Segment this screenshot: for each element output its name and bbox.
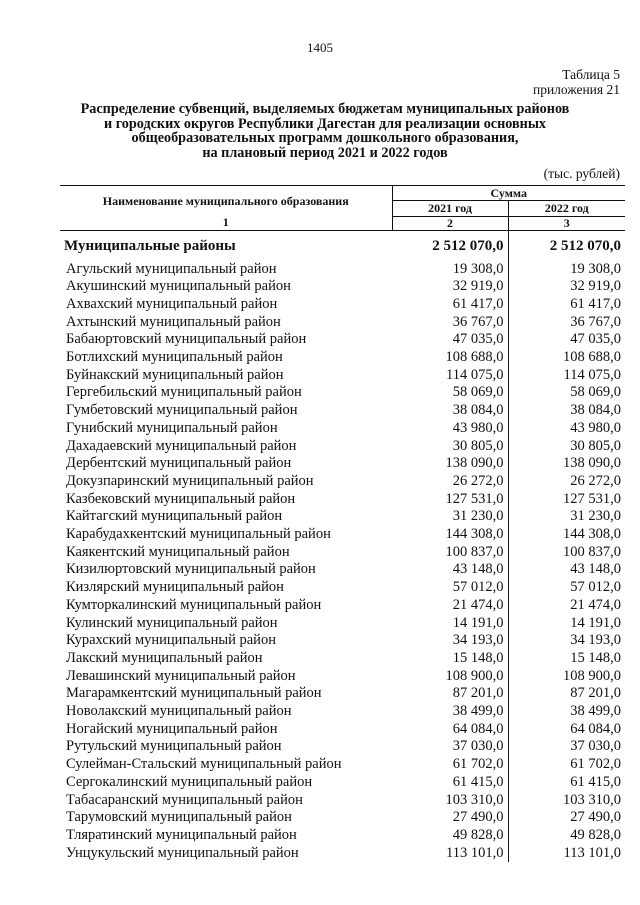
table-row bbox=[60, 296, 625, 314]
table-body bbox=[60, 230, 625, 862]
row-name: Казбековский муниципальный район bbox=[66, 490, 296, 507]
row-name: Гергебильский муниципальный район bbox=[66, 384, 302, 401]
header-col-number-1: 1 bbox=[60, 216, 392, 230]
row-name: Рутульский муниципальный район bbox=[66, 738, 282, 755]
row-value-2021: 57 012,0 bbox=[392, 579, 508, 597]
row-value-2021: 31 230,0 bbox=[392, 508, 508, 526]
row-value-2021: 36 767,0 bbox=[392, 314, 508, 332]
row-value-2021: 32 919,0 bbox=[392, 278, 508, 296]
row-value-2021: 2 512 070,0 bbox=[392, 230, 508, 261]
table-row bbox=[60, 668, 625, 686]
table-row bbox=[60, 827, 625, 845]
table-row bbox=[60, 473, 625, 491]
row-name: Тарумовский муниципальный район bbox=[66, 809, 292, 826]
row-value-2022: 108 900,0 bbox=[563, 667, 622, 684]
page-number: 1405 bbox=[307, 40, 333, 55]
row-value-2022: 19 308,0 bbox=[570, 260, 622, 277]
header-col-number-3: 3 bbox=[508, 216, 625, 230]
row-name: Ботлихский муниципальный район bbox=[66, 349, 283, 366]
row-value-2021: 47 035,0 bbox=[392, 331, 508, 349]
table-header bbox=[60, 186, 625, 231]
table-row bbox=[60, 650, 625, 668]
row-name: Дахадаевский муниципальный район bbox=[66, 437, 297, 454]
row-value-2022: 103 310,0 bbox=[563, 791, 622, 808]
row-value-2021: 43 148,0 bbox=[392, 561, 508, 579]
row-name: Кизилюртовский муниципальный район bbox=[66, 561, 316, 578]
table-label-number: Таблица 5 bbox=[562, 67, 620, 82]
row-name: Сулейман-Стальский муниципальный район bbox=[66, 756, 342, 773]
table-row bbox=[60, 278, 625, 296]
row-value-2022: 144 308,0 bbox=[563, 526, 622, 543]
row-value-2021: 100 837,0 bbox=[392, 544, 508, 562]
header-col-number-2: 2 bbox=[392, 216, 508, 230]
row-value-2022: 43 148,0 bbox=[570, 561, 622, 578]
row-name: Ахвахский муниципальный район bbox=[66, 295, 278, 312]
row-value-2022: 100 837,0 bbox=[563, 543, 622, 560]
row-name: Гунибский муниципальный район bbox=[66, 419, 278, 436]
row-name: Акушинский муниципальный район bbox=[66, 278, 291, 295]
table-row bbox=[60, 597, 625, 615]
row-value-2022: 37 030,0 bbox=[570, 738, 622, 755]
row-value-2022: 61 415,0 bbox=[570, 773, 622, 790]
row-name: Кайтагский муниципальный район bbox=[66, 508, 283, 525]
table-row bbox=[60, 331, 625, 349]
document-title bbox=[60, 102, 590, 160]
row-value-2022: 138 090,0 bbox=[563, 455, 622, 472]
title-line-2: и городских округов Республики Дагестан для реализации основных bbox=[103, 115, 547, 132]
row-value-2022: 57 012,0 bbox=[570, 579, 622, 596]
row-name: Сергокалинский муниципальный район bbox=[66, 773, 313, 790]
row-value-2021: 43 980,0 bbox=[392, 420, 508, 438]
row-value-2021: 113 101,0 bbox=[392, 845, 508, 863]
table-label-appendix: приложения 21 bbox=[532, 82, 620, 97]
table-row bbox=[60, 544, 625, 562]
subvention-table bbox=[60, 185, 625, 862]
row-name: Кулинский муниципальный район bbox=[66, 614, 278, 631]
row-value-2022: 14 191,0 bbox=[570, 614, 622, 631]
row-value-2022: 64 084,0 bbox=[570, 720, 622, 737]
row-name: Ногайский муниципальный район bbox=[66, 720, 278, 737]
row-name: Тляратинский муниципальный район bbox=[66, 827, 297, 843]
row-value-2021: 34 193,0 bbox=[392, 632, 508, 650]
row-value-2021: 114 075,0 bbox=[392, 367, 508, 385]
table-row bbox=[60, 561, 625, 579]
row-value-2022: 36 767,0 bbox=[570, 313, 622, 330]
row-value-2021: 19 308,0 bbox=[392, 261, 508, 279]
row-value-2021: 103 310,0 bbox=[392, 792, 508, 810]
row-value-2021: 108 900,0 bbox=[392, 668, 508, 686]
row-value-2021: 144 308,0 bbox=[392, 526, 508, 544]
row-value-2021: 38 499,0 bbox=[392, 703, 508, 721]
row-value-2022: 47 035,0 bbox=[570, 331, 622, 348]
row-value-2022: 31 230,0 bbox=[570, 508, 622, 525]
row-name: Левашинский муниципальный район bbox=[66, 667, 296, 684]
table-row bbox=[60, 349, 625, 367]
table-row bbox=[60, 526, 625, 544]
row-value-2022: 38 499,0 bbox=[570, 703, 622, 720]
table-row bbox=[60, 738, 625, 756]
table-row bbox=[60, 774, 625, 792]
table-row-total bbox=[60, 230, 625, 261]
row-name: Докузпаринский муниципальный район bbox=[66, 472, 314, 489]
row-value-2021: 138 090,0 bbox=[392, 455, 508, 473]
header-year-2022: 2022 год bbox=[508, 201, 625, 216]
row-value-2022: 27 490,0 bbox=[570, 809, 622, 826]
row-value-2021: 58 069,0 bbox=[392, 384, 508, 402]
table-row bbox=[60, 615, 625, 633]
row-value-2022: 32 919,0 bbox=[570, 278, 622, 295]
row-value-2021: 26 272,0 bbox=[392, 473, 508, 491]
row-value-2022: 108 688,0 bbox=[563, 349, 622, 366]
row-value-2021: 21 474,0 bbox=[392, 597, 508, 615]
row-value-2021: 87 201,0 bbox=[392, 685, 508, 703]
table-row bbox=[60, 384, 625, 402]
row-value-2022: 34 193,0 bbox=[570, 632, 622, 649]
row-value-2021: 49 828,0 bbox=[392, 827, 508, 845]
row-value-2022: 113 101,0 bbox=[563, 844, 622, 861]
row-value-2021: 61 702,0 bbox=[392, 756, 508, 774]
row-value-2021: 127 531,0 bbox=[392, 491, 508, 509]
row-value-2021: 108 688,0 bbox=[392, 349, 508, 367]
row-name: Буйнакский муниципальный район bbox=[66, 366, 284, 383]
table-row bbox=[60, 703, 625, 721]
row-value-2021: 61 417,0 bbox=[392, 296, 508, 314]
table-row bbox=[60, 632, 625, 650]
header-name: Наименование муниципального образования bbox=[60, 186, 392, 217]
table-row bbox=[60, 261, 625, 279]
row-value-2022: 30 805,0 bbox=[570, 437, 622, 454]
row-name: Новолакский муниципальный район bbox=[66, 703, 292, 720]
row-value-2022: 43 980,0 bbox=[570, 419, 622, 436]
row-value-2021: 64 084,0 bbox=[392, 721, 508, 739]
row-value-2021: 14 191,0 bbox=[392, 615, 508, 633]
table-label bbox=[533, 67, 620, 97]
header-year-2021: 2021 год bbox=[392, 201, 508, 216]
header-sum: Сумма bbox=[392, 186, 625, 201]
row-value-2022: 58 069,0 bbox=[570, 384, 622, 401]
row-name: Муниципальные районы bbox=[64, 237, 236, 254]
row-value-2021: 15 148,0 bbox=[392, 650, 508, 668]
table-row bbox=[60, 685, 625, 703]
table-row bbox=[60, 455, 625, 473]
row-value-2022: 26 272,0 bbox=[570, 472, 622, 489]
row-value-2021: 37 030,0 bbox=[392, 738, 508, 756]
row-value-2021: 27 490,0 bbox=[392, 809, 508, 827]
units-label: (тыс. рублей) bbox=[543, 166, 620, 181]
table-row bbox=[60, 314, 625, 332]
row-value-2022: 38 084,0 bbox=[570, 402, 622, 419]
table-row bbox=[60, 420, 625, 438]
table-row bbox=[60, 756, 625, 774]
row-name: Лакский муниципальный район bbox=[66, 649, 263, 666]
row-name: Магарамкентский муниципальный район bbox=[66, 685, 322, 702]
row-name: Карабудахкентский муниципальный район bbox=[66, 526, 331, 543]
table-row bbox=[60, 491, 625, 509]
row-name: Агульский муниципальный район bbox=[66, 260, 277, 277]
row-name: Дербентский муниципальный район bbox=[66, 455, 292, 472]
table-row bbox=[60, 367, 625, 385]
row-value-2021: 61 415,0 bbox=[392, 774, 508, 792]
row-value-2022: 61 417,0 bbox=[570, 295, 622, 312]
table-row bbox=[60, 721, 625, 739]
table-row bbox=[60, 792, 625, 810]
table-row bbox=[60, 508, 625, 526]
row-name: Ахтынский муниципальный район bbox=[66, 313, 281, 330]
table-row bbox=[60, 809, 625, 827]
title-line-3: общеобразовательных программ дошкольного образования, bbox=[131, 130, 519, 146]
row-value-2022: 21 474,0 bbox=[570, 596, 622, 613]
row-value-2022: 114 075,0 bbox=[563, 366, 622, 383]
row-value-2021: 38 084,0 bbox=[392, 402, 508, 420]
row-value-2022: 87 201,0 bbox=[570, 685, 622, 702]
table-row bbox=[60, 579, 625, 597]
row-name: Унцукульский муниципальный район bbox=[66, 844, 299, 861]
table-row bbox=[60, 438, 625, 456]
row-value-2022: 61 702,0 bbox=[570, 756, 622, 773]
row-value-2022: 49 828,0 bbox=[570, 827, 622, 843]
row-name: Гумбетовский муниципальный район bbox=[66, 402, 298, 419]
row-value-2021: 30 805,0 bbox=[392, 438, 508, 456]
row-name: Каякентский муниципальный район bbox=[66, 543, 290, 560]
table-row bbox=[60, 845, 625, 863]
title-line-1: Распределение субвенций, выделяемых бюджетам муниципальных районов bbox=[80, 101, 570, 117]
row-name: Табасаранский муниципальный район bbox=[66, 791, 303, 808]
title-line-4: на плановый период 2021 и 2022 годов bbox=[202, 144, 448, 161]
table-row bbox=[60, 402, 625, 420]
row-value-2022: 2 512 070,0 bbox=[549, 237, 622, 254]
row-value-2022: 15 148,0 bbox=[570, 649, 622, 666]
row-name: Курахский муниципальный район bbox=[66, 632, 276, 649]
row-name: Кумторкалинский муниципальный район bbox=[66, 596, 322, 613]
row-name: Бабаюртовский муниципальный район bbox=[66, 331, 307, 348]
row-value-2022: 127 531,0 bbox=[563, 490, 622, 507]
row-name: Кизлярский муниципальный район bbox=[66, 579, 284, 596]
